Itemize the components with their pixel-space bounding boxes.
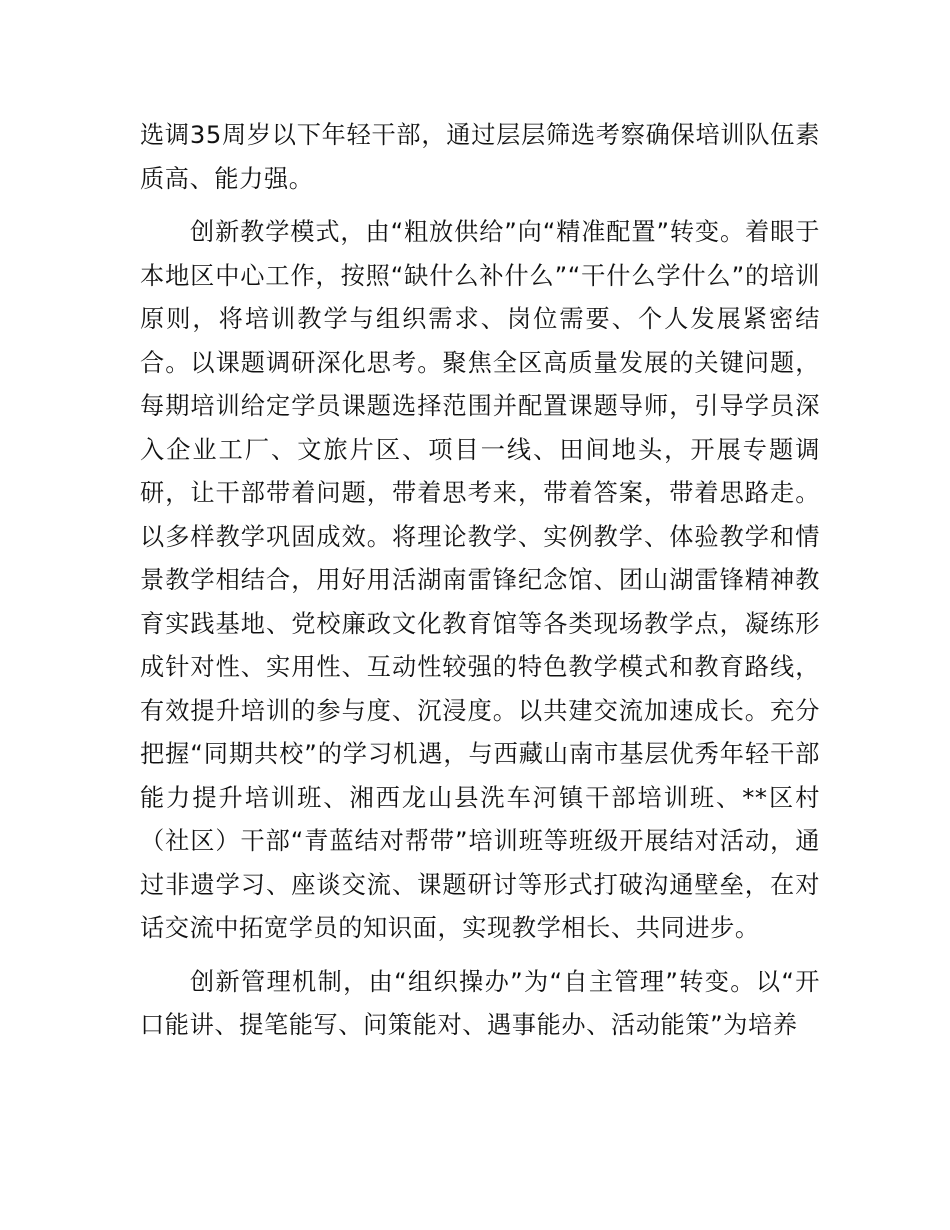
paragraph-3: 创新管理机制，由“组织操办”为“自主管理”转变。以“开口能讲、提笔能写、问策能对、遇事能办、活动能策”为培养 [140, 967, 820, 1039]
paragraph-2: 创新教学模式，由“粗放供给”向“精准配置”转变。着眼于本地区中心工作，按照“缺什么补什么”“干什么学什么”的培训原则，将培训教学与组织需求、岗位需要、个人发展紧密结合。以课题调研深化思考。聚焦全区高质量发展的关键问题，每期培训给定学员课题选择范围并配置课题导师，引导学员深入企业工厂、文旅片区、项目一线、田间地头，开展专题调研，让干部带着问题，带着思考来，带着答案，带着思路走。以多样教学巩固成效。将理论教学、实例教学、体验教学和情景教学相结合，用好用活湖南雷锋纪念馆、团山湖雷锋精神教育实践基地、党校廉政文化教育馆等各类现场教学点，凝练形成针对性、实用性、互动性较强的特色教学模式和教育路线，有效提升培训的参与度、沉浸度。以共建交流加速成长。充分把握“同期共校”的学习机遇，与西藏山南市基层优秀年轻干部能力提升培训班、湘西龙山县洗车河镇干部培训班、**区村（社区）干部“青蓝结对帮带”培训班等班级开展结对活动，通过非遗学习、座谈交流、课题研讨等形式打破沟通壁垒，在对话交流中拓宽学员的知识面，实现教学相长、共同进步。 [140, 218, 820, 942]
paragraph-1: 选调35周岁以下年轻干部，通过层层筛选考察确保培训队伍素质高、能力强。 [140, 121, 820, 193]
document-body [140, 114, 820, 1048]
